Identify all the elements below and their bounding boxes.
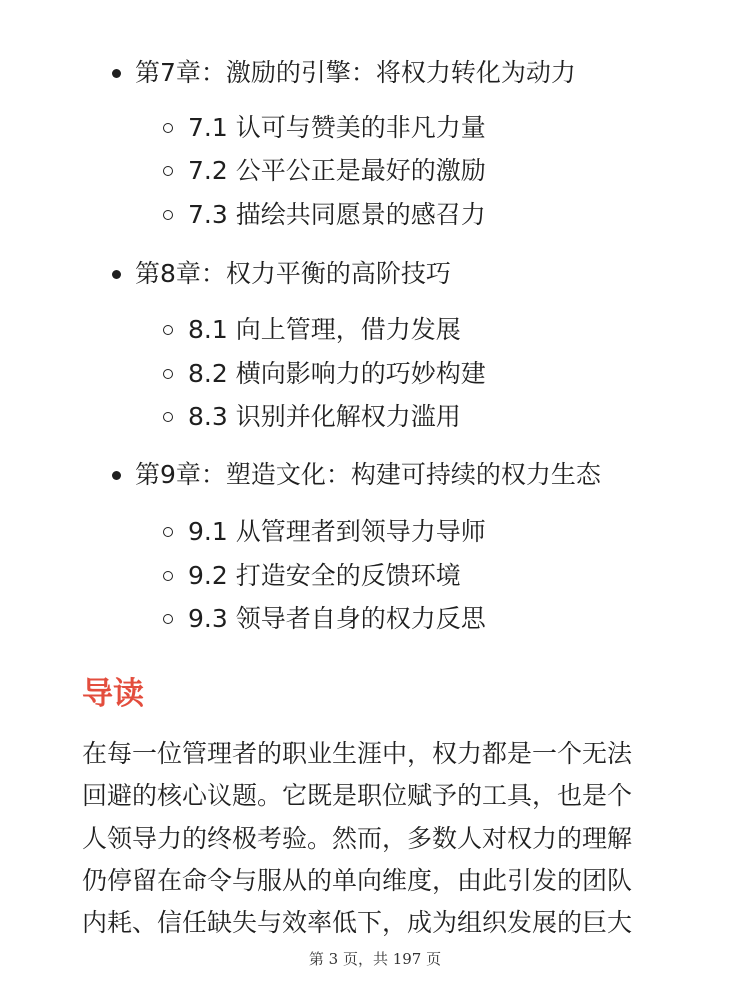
- toc-section-title: 9.2 打造安全的反馈环境: [188, 561, 461, 590]
- toc-section-8-1: [163, 312, 461, 348]
- toc-section-9-3: [163, 601, 486, 637]
- toc-section-9-2: [163, 558, 461, 594]
- toc-chapter-title: 第9章：塑造文化：构建可持续的权力生态: [135, 460, 601, 489]
- toc-section-title: 8.2 横向影响力的巧妙构建: [188, 359, 486, 388]
- toc-section-8-2: [163, 356, 486, 392]
- toc-chapter-title: 第8章：权力平衡的高阶技巧: [135, 259, 451, 288]
- bullet-circle-icon: [163, 571, 173, 581]
- bullet-circle-icon: [163, 166, 173, 176]
- toc-chapter-7: [112, 55, 576, 91]
- paragraph-line: 内耗、信任缺失与效率低下，成为组织发展的巨大: [82, 908, 633, 938]
- paragraph-line: 回避的核心议题。它既是职位赋予的工具，也是个: [82, 781, 633, 811]
- toc-chapter-title: 第7章：激励的引擎：将权力转化为动力: [135, 58, 576, 87]
- toc-section-9-1: [163, 514, 486, 550]
- paragraph-line: 在每一位管理者的职业生涯中，权力都是一个无法: [82, 739, 633, 768]
- bullet-dot-icon: [112, 471, 121, 480]
- bullet-circle-icon: [163, 527, 173, 537]
- toc-section-title: 8.3 识别并化解权力滥用: [188, 402, 461, 431]
- bullet-circle-icon: [163, 325, 173, 335]
- bullet-circle-icon: [163, 369, 173, 379]
- paragraph-line: 仍停留在命令与服从的单向维度，由此引发的团队: [82, 865, 633, 895]
- toc-chapter-9: [112, 457, 601, 493]
- toc-section-7-2: [163, 153, 486, 189]
- section-heading: 导读: [82, 676, 144, 712]
- intro-paragraph: [82, 733, 672, 944]
- toc-section-title: 8.1 向上管理，借力发展: [188, 315, 461, 344]
- toc-chapter-8: [112, 256, 451, 292]
- toc-section-7-1: [163, 110, 486, 146]
- toc-section-8-3: [163, 399, 461, 435]
- bullet-dot-icon: [112, 270, 121, 279]
- bullet-circle-icon: [163, 210, 173, 220]
- toc-section-7-3: [163, 197, 486, 233]
- page-number-footer: 第 3 页，共 197 页: [308, 950, 442, 968]
- paragraph-line: 人领导力的终极考验。然而，多数人对权力的理解: [82, 823, 633, 853]
- toc-section-title: 9.1 从管理者到领导力导师: [188, 517, 486, 546]
- bullet-dot-icon: [112, 69, 121, 78]
- toc-section-title: 9.3 领导者自身的权力反思: [188, 604, 486, 633]
- bullet-circle-icon: [163, 123, 173, 133]
- toc-section-title: 7.3 描绘共同愿景的感召力: [188, 200, 486, 229]
- toc-section-title: 7.2 公平公正是最好的激励: [188, 156, 486, 185]
- toc-section-title: 7.1 认可与赞美的非凡力量: [188, 113, 486, 142]
- bullet-circle-icon: [163, 412, 173, 422]
- bullet-circle-icon: [163, 614, 173, 624]
